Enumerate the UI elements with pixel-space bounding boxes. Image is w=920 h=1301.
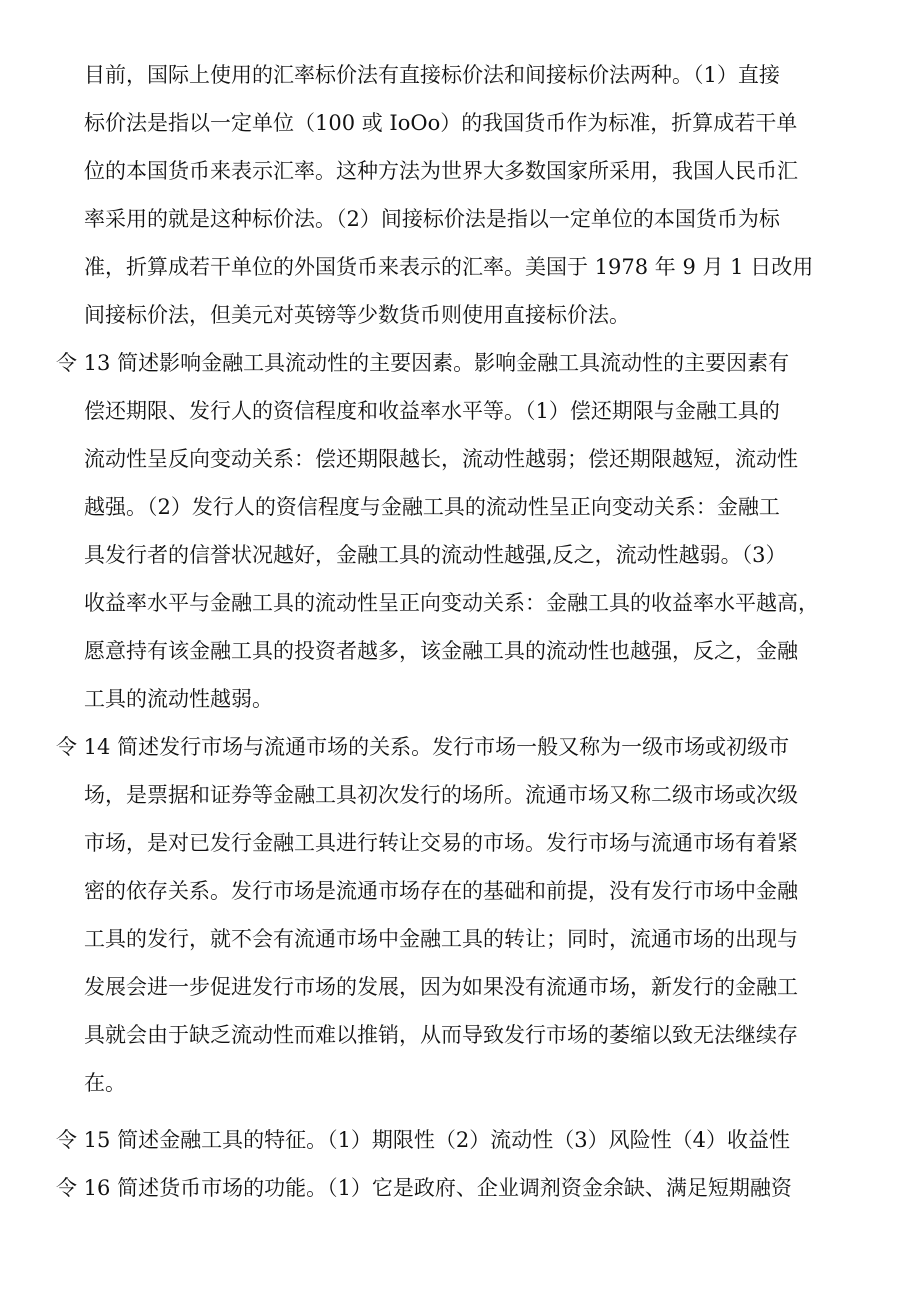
text-line: 密的依存关系。发行市场是流通市场存在的基础和前提，没有发行市场中金融 xyxy=(84,879,798,903)
text-line: 发展会进一步促进发行市场的发展，因为如果没有流通市场，新发行的金融工 xyxy=(84,975,798,999)
text-line: 工具的发行，就不会有流通市场中金融工具的转让；同时，流通市场的出现与 xyxy=(84,927,798,951)
text-line: 场，是票据和证券等金融工具初次发行的场所。流通市场又称二级市场或次级 xyxy=(84,783,798,807)
section-heading-13: 令 13 简述影响金融工具流动性的主要因素。影响金融工具流动性的主要因素有 xyxy=(56,351,790,375)
section-heading-16: 令 16 简述货币市场的功能。（1）它是政府、企业调剂资金余缺、满足短期融资 xyxy=(56,1176,792,1200)
text-line: 具发行者的信誉状况越好，金融工具的流动性越强,反之，流动性越弱。（3） xyxy=(84,543,787,567)
text-line: 间接标价法，但美元对英镑等少数货币则使用直接标价法。 xyxy=(84,303,630,327)
text-line: 流动性呈反向变动关系：偿还期限越长，流动性越弱；偿还期限越短，流动性 xyxy=(84,447,798,471)
text-line: 收益率水平与金融工具的流动性呈正向变动关系：金融工具的收益率水平越高， xyxy=(84,591,819,615)
section-heading-15: 令 15 简述金融工具的特征。（1）期限性（2）流动性（3）风险性（4）收益性 xyxy=(56,1128,791,1152)
text-line: 位的本国货币来表示汇率。这种方法为世界大多数国家所采用，我国人民币汇 xyxy=(84,159,798,183)
text-line: 愿意持有该金融工具的投资者越多，该金融工具的流动性也越强，反之，金融 xyxy=(84,639,798,663)
text-line: 市场，是对已发行金融工具进行转让交易的市场。发行市场与流通市场有着紧 xyxy=(84,831,798,855)
text-line: 准，折算成若干单位的外国货币来表示的汇率。美国于 1978 年 9 月 1 日改用 xyxy=(84,255,814,279)
text-line: 具就会由于缺乏流动性而难以推销，从而导致发行市场的萎缩以致无法继续存 xyxy=(84,1023,798,1047)
text-line: 标价法是指以一定单位（100 或 IoOo）的我国货币作为标准，折算成若干单 xyxy=(84,111,798,135)
text-line: 率采用的就是这种标价法。（2）间接标价法是指以一定单位的本国货币为标 xyxy=(84,207,780,231)
section-heading-14: 令 14 简述发行市场与流通市场的关系。发行市场一般又称为一级市场或初级市 xyxy=(56,735,790,759)
text-line: 工具的流动性越弱。 xyxy=(84,687,273,711)
text-line: 偿还期限、发行人的资信程度和收益率水平等。（1）偿还期限与金融工具的 xyxy=(84,399,780,423)
text-line: 目前，国际上使用的汇率标价法有直接标价法和间接标价法两种。（1）直接 xyxy=(84,63,780,87)
text-line: 在。 xyxy=(84,1071,126,1095)
text-line: 越强。（2）发行人的资信程度与金融工具的流动性呈正向变动关系：金融工 xyxy=(84,495,780,519)
